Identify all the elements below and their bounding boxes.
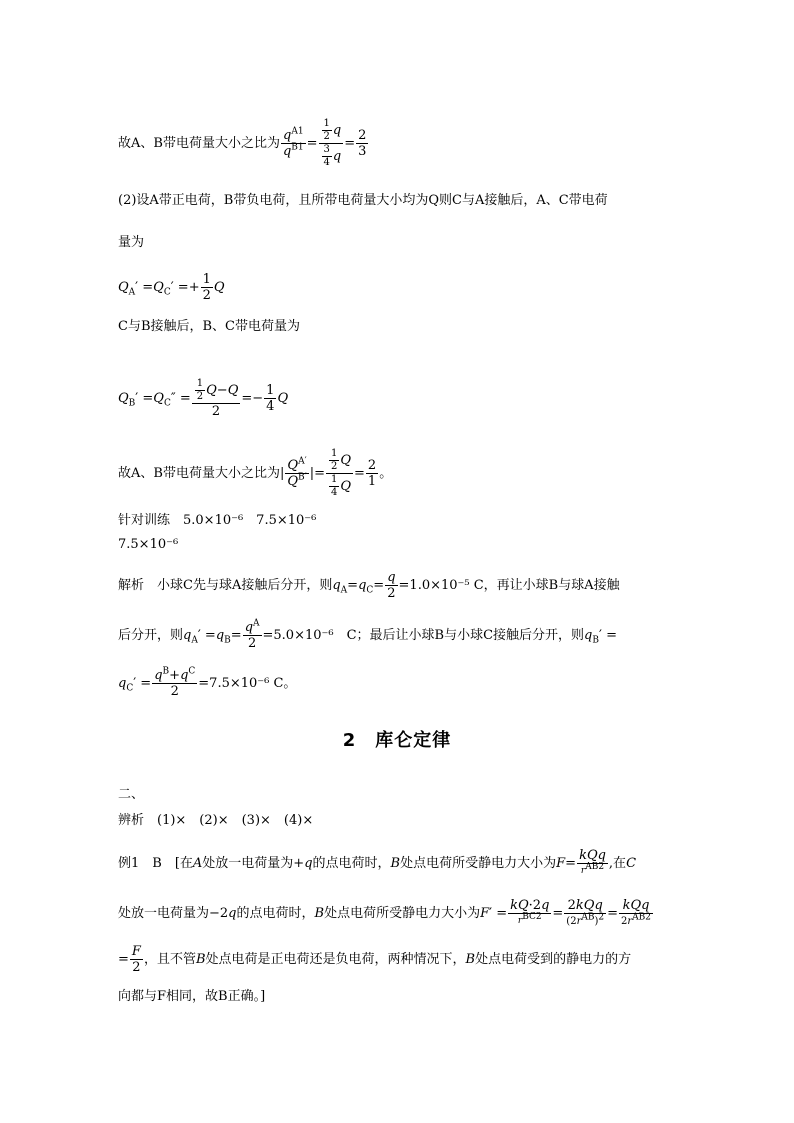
fraction: $\frac{1}{2}$ q $\frac{3}{4}$ q [319,118,344,169]
judgement-answers: 辨析 (1)× (2)× (3)× (4)× [118,813,314,828]
text: =5.0×10⁻⁶ C；最后让小球B与小球C接触后分开，则 [262,628,585,643]
text: 后分开，则 [118,628,184,643]
text: ,在 [608,856,627,871]
example-line-3: = $\frac{F}{2}$ ，且不管B处点电荷是正电荷还是负电荷，两种情况下，B处点电荷受到的静电力的方 [118,944,632,975]
fraction: $\frac{1}{2}$ Q $\frac{1}{4}$ Q [326,448,353,499]
fraction: $\frac{\text{kQq}}{2r^{AB2}}$ [621,898,652,927]
text: 例1 B [在 [118,856,193,871]
fraction: $\frac{q}{2}$ [387,570,396,601]
example-line-1: 例1 B [在A处放一电荷量为+q的点电荷时，B处点电荷所受静电力大小为F= $\frac{\text{kQq}}{r^{AB2}}$ ,在C [118,848,636,879]
text: 解析 小球C先与球A接触后分开，则 [118,578,333,593]
formula-qb: $Q_B' =Q_C''$ = $\frac{1}{2}$ Q−Q 2 =− $\frac{1}{4}$ Q [118,378,289,419]
example-line-4: 向都与F相同，故B正确。] [118,989,266,1004]
ratio-line-1: 故A、B带电荷量大小之比为 $\frac{q^{A1}}{q^{B1}}$ = $\frac{1}{2}$ q $\frac{3}{4}$ q = $\frac{2}{3}$ [118,118,367,168]
text: Q [118,280,129,295]
paragraph-2: (2)设A带正电荷，B带负电荷，且所带电荷量大小均为Q则C与A接触后，A、C带电荷 [118,193,608,208]
fraction: $\frac{1}{2}$ Q−Q 2 [192,378,241,419]
text: 故A、B带电荷量大小之比为 [118,466,280,481]
paragraph-2-cont: 量为 [118,235,145,250]
paragraph-cb: C与B接触后，B、C带电荷量为 [118,319,301,334]
text: 处放一电荷量为+ [202,856,305,871]
text: 处放一电荷量为−2 [118,906,229,921]
fraction: $\frac{1}{4}$ [266,383,275,414]
formula-qa: $Q_A' =Q_C'$ =+ $\frac{1}{2}$ Q [118,272,225,303]
fraction: $\frac{\text{kQq}}{r^{AB2}}$ [579,848,606,876]
fraction: $\frac{2}{3}$ [358,128,367,159]
fraction: $\frac{1}{2}$ [202,272,211,303]
practice-answers-cont: 7.5×10⁻⁶ [118,537,179,552]
text: 处点电荷受到的静电力的方 [475,952,632,967]
analysis-line-2: 后分开，则$q_A' =q_B=$ $\frac{q^A}{2}$ =5.0×10⁻⁶ C；最后让小球B与小球C接触后分开，则$q_B'$ = [118,618,617,651]
text: ，且不管 [143,952,196,967]
text: 处点电荷是正电荷还是负电荷，两种情况下， [205,952,466,967]
fraction: $\frac{2}{1}$ [367,458,377,489]
practice-answers: 针对训练 5.0×10⁻⁶ 7.5×10⁻⁶ [118,513,317,528]
text: 的点电荷时， [236,906,315,921]
text: =7.5×10⁻⁶ C。 [198,676,297,691]
text: 处点电荷所受静电力大小为 [400,856,557,871]
ratio-line-2: 故A、B带电荷量大小之比为| $\frac{Q^{A'}}{Q^{B'}}$ |= $\frac{1}{2}$ Q $\frac{1}{4}$ Q = $\frac{2}{1}$ 。 [118,448,393,498]
fraction: $\frac{F}{2}$ [131,944,141,975]
fraction: $\frac{q^{A1}}{q^{B1}}$ [282,126,304,159]
analysis-line-3: $q_C'$ = $\frac{q^B+q^C}{2}$ =7.5×10⁻⁶ C。 [118,666,297,699]
text: 的点电荷时， [312,856,391,871]
fraction: $\frac{kQ\cdot 2q}{r^{BC2}}$ [510,898,550,926]
section-heading: 2 库仑定律 [342,730,452,751]
fraction: $\frac{q^B+q^C}{2}$ [154,666,196,699]
section-two-label: 二、 [118,787,145,802]
fraction: $\frac{q^A}{2}$ [244,618,260,651]
text: 处点电荷所受静电力大小为 [324,906,481,921]
analysis-line-1: 解析 小球C先与球A接触后分开，则$q_A=q_C=$ $\frac{q}{2}$ =1.0×10⁻⁵ C，再让小球B与球A接触 [118,570,620,601]
text: =1.0×10⁻⁵ C，再让小球B与球A接触 [398,578,620,593]
example-line-2: 处放一电荷量为−2q的点电荷时，B处点电荷所受静电力大小为F′ = $\frac{kQ\cdot 2q}{r^{BC2}}$ = $\frac{\text{2kQq}}{(2r^{AB})^2}$ = $\frac{\text{kQq}}{2r^{AB2}}$ [118,898,652,927]
text: 故A、B带电荷量大小之比为 [118,136,280,151]
fraction: $\frac{Q^{A'}}{Q^{B'}}$ [287,456,307,489]
fraction: $\frac{\text{2kQq}}{(2r^{AB})^2}$ [566,898,605,927]
